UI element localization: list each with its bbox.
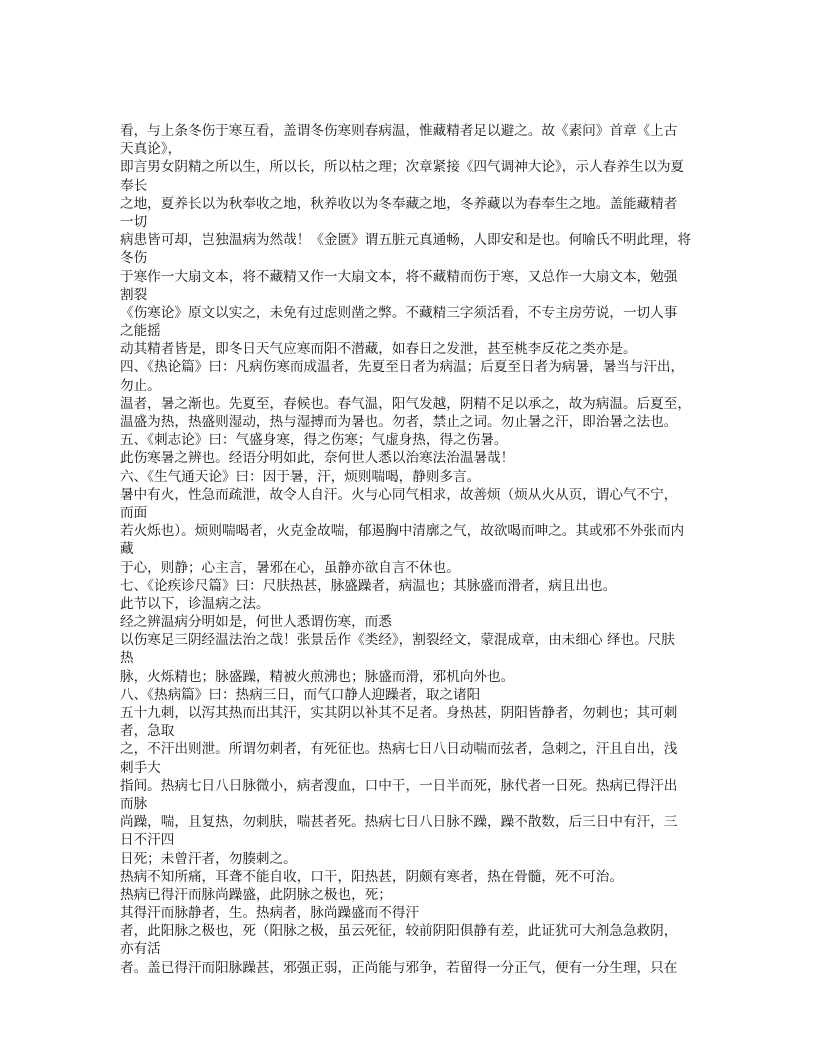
- text-line: 其得汗而脉静者，生。热病者，脉尚躁盛而不得汗: [120, 905, 420, 922]
- text-line: 五、《刺志论》曰：气盛身寒，得之伤寒；气虚身热，得之伤暑。: [120, 432, 508, 449]
- text-line: 藏: [120, 541, 134, 558]
- text-line: 四、《热论篇》曰：凡病伤寒而成温者，先夏至日者为病温；后夏至日者为病暑，暑当与汗出，: [120, 359, 685, 376]
- text-line: 七、《论疾诊尺篇》曰：尺肤热甚，脉盛躁者，病温也；其脉盛而滑者，病且出也。: [120, 577, 617, 594]
- text-line: 者，此阳脉之极也，死（阳脉之极，虽云死征，较前阴阳俱静有差，此证犹可大剂急急救阴，: [120, 923, 678, 940]
- text-line: 而面: [120, 504, 148, 521]
- text-line: 动其精者皆是，即冬日天气应寒而阳不潜藏，如春日之发泄，甚至桃李反花之类亦是。: [120, 341, 637, 358]
- text-line: 看，与上条冬伤于寒互看，盖谓冬伤寒则春病温，惟藏精者足以避之。故《素问》首章《上古: [120, 123, 678, 139]
- text-line: 暑中有火，性急而疏泄，故令人自汗。火与心同气相求，故善烦（烦从火从页，谓心气不宁，: [120, 486, 678, 503]
- text-line: 勿止。: [120, 377, 161, 394]
- text-line: 脉，火烁精也；脉盛躁，精被火煎沸也；脉盛而滑，邪机向外也。: [120, 668, 515, 685]
- text-line: 五十九刺，以泻其热而出其汗，实其阴以补其不足者。身热甚，阴阳皆静者，勿刺也；其可刺: [120, 705, 678, 721]
- text-line: 日死；未曾汗者，勿腠刺之。: [120, 850, 297, 867]
- text-line: 于心，则静；心主言，暑邪在心，虽静亦欲自言不休也。: [120, 559, 460, 576]
- text-line: 病患皆可却，岂独温病为然哉！《金匮》谓五脏元真通畅，人即安和是也。何喻氏不明此理，将: [120, 232, 691, 249]
- text-line: 热病已得汗而脉尚躁盛，此阴脉之极也，死；: [120, 886, 392, 903]
- text-line: 以伤寒足三阴经温法治之哉！张景岳作《类经》，割裂经文，蒙混成章，由未细心 绎也。尺肤: [120, 632, 675, 649]
- text-line: 割裂: [120, 286, 148, 303]
- text-line: 尚躁，喘，且复热，勿刺肤，喘甚者死。热病七日八日脉不躁，躁不散数，后三日中有汗，三: [120, 814, 678, 831]
- text-line: 温者，暑之渐也。先夏至，春候也。春气温，阳气发越，阴精不足以承之，故为病温。后夏至，: [120, 395, 691, 412]
- text-line: 若火烁也）。烦则喘喝者，火克金故喘，郁遏胸中清廓之气，故欲喝而呻之。其或邪不外张而内: [120, 523, 685, 540]
- text-line: 八、《热病篇》曰：热病三日，而气口静人迎躁者，取之诸阳: [120, 686, 481, 703]
- text-line: 之地，夏养长以为秋奉收之地，秋养收以为冬奉藏之地，冬养藏以为春奉生之地。盖能藏精者: [120, 195, 678, 212]
- text-line: 六、《生气通天论》曰：因于暑，汗，烦则喘喝，静则多言。: [120, 468, 481, 485]
- text-line: 冬伤: [120, 250, 148, 267]
- text-line: 热: [120, 650, 134, 667]
- text-line: 热病不知所痛，耳聋不能自收，口干，阳热甚，阴颇有寒者，热在骨髓，死不可治。: [120, 868, 623, 885]
- text-line: 之，不汗出则泄。所谓勿刺者，有死征也。热病七日八日动喘而弦者，急刺之，汗且自出，浅: [120, 741, 678, 758]
- text-line: 温盛为热，热盛则湿动，热与湿搏而为暑也。勿者，禁止之词。勿止暑之汗，即治暑之法也。: [120, 414, 678, 430]
- text-line: 此伤寒暑之辨也。经语分明如此，奈何世人悉以治寒法治温暑哉！: [120, 450, 515, 467]
- text-line: 一切: [120, 213, 148, 230]
- text-line: 《伤寒论》原文以实之，未免有过虑则凿之弊。不藏精三字须活看，不专主房劳说，一切人事: [120, 304, 678, 321]
- document-body: [120, 122, 720, 977]
- text-line: 经之辨温病分明如是，何世人悉谓伤寒，而悉: [120, 614, 392, 631]
- text-line: 刺手大: [120, 759, 161, 776]
- text-line: 日不汗四: [120, 832, 175, 849]
- text-line: 之能摇: [120, 323, 161, 340]
- text-line: 天真论》，: [120, 141, 182, 158]
- text-line: 即言男女阴精之所以生，所以长，所以枯之理；次章紧接《四气调神大论》，示人春养生以为夏: [120, 159, 685, 176]
- text-line: 此节以下，诊温病之法。: [120, 595, 270, 612]
- text-line: 者。盖已得汗而阳脉躁甚，邪强正弱，正尚能与邪争，若留得一分正气，便有一分生理，只在: [120, 959, 678, 976]
- text-line: 于寒作一大扇文本，将不藏精又作一大扇文本，将不藏精而伤于寒，又总作一大扇文本，勉强: [120, 268, 678, 285]
- text-line: 奉长: [120, 177, 148, 194]
- text-line: 者，急取: [120, 723, 175, 740]
- text-line: 而脉: [120, 795, 148, 812]
- text-line: 指间。热病七日八日脉微小，病者溲血，口中干，一日半而死，脉代者一日死。热病已得汗出: [120, 777, 678, 794]
- text-line: 亦有活: [120, 941, 161, 958]
